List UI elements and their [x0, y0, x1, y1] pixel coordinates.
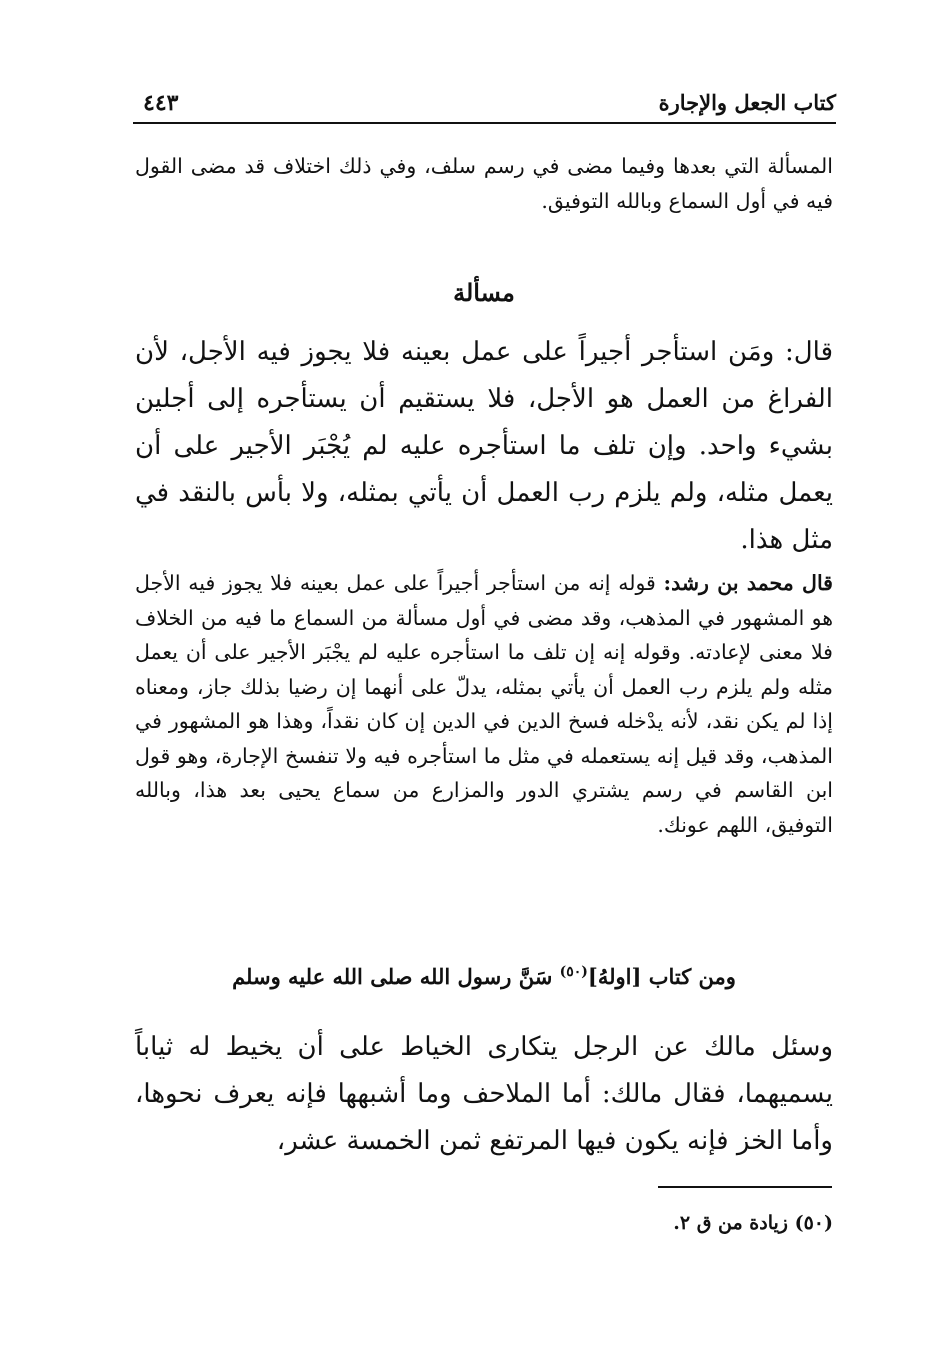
- footnote-divider: [658, 1186, 832, 1188]
- page-number: ٤٤٣: [143, 90, 179, 116]
- continuation-paragraph: المسألة التي بعدها وفيما مضى في رسم سلف، وفي ذلك اختلاف قد مضى القول فيه في أول السماع وبالله التوفيق.: [135, 154, 833, 213]
- running-title: كتاب الجعل والإجارة: [658, 90, 836, 115]
- chapter-heading-part1: ومن كتاب [اولهُ]: [587, 964, 736, 989]
- section-heading: مسألة: [453, 278, 515, 307]
- chapter-heading: [135, 964, 833, 989]
- commentary-text: قوله إنه من استأجر أجيراً على عمل بعينه فلا يجوز فيه الأجل هو المشهور في المذهب، وقد مضى في أول مسألة من السماع ما فيه من الخلاف فلا معنى لإعادته. وقوله إنه إن تلف ما استأجره عليه لم يجْبَر الأجير على أن يعمل مثله ولم يلزم رب العمل أن يأتي بمثله، يدلّ على أنهما إن رضيا بذلك جاز، ومعناه إذا لم يكن نقد، لأنه يدْخله فسخ الدين في الدين إن كان نقداً، وهذا هو المشهور في المذهب، وقد قيل إنه يستعمله في مثل ما استأجره فيه ولا تنفسخ الإجارة، وهو قول ابن القاسم في رسم يشتري الدور والمزارع من سماع يحيى بعد هذا، وبالله التوفيق، اللهم عونك.: [135, 571, 833, 837]
- matn-paragraph: قال: ومَن استأجر أجيراً على عمل بعينه فلا يجوز فيه الأجل، لأن الفراغ من العمل هو الأجل، فلا يستقيم أن يستأجره إلى أجلين بشيء واحد. وإن تلف ما استأجره عليه لم يُجْبَر الأجير على أن يعمل مثله، ولم يلزم رب العمل أن يأتي بمثله، ولا بأس بالنقد في مثل هذا.: [135, 337, 833, 555]
- page-header: [133, 88, 836, 124]
- chapter-heading-part2: سَنَّ رسول الله صلى الله عليه وسلم: [232, 964, 553, 989]
- commentary-lead: قال محمد بن رشد:: [663, 571, 833, 595]
- footnote: (٥٠) زيادة من ق ٢.: [673, 1212, 833, 1234]
- matn-paragraph-2: وسئل مالك عن الرجل يتكارى الخياط على أن يخيط له ثياباً يسميهما، فقال مالك: أما الملاحف وما أشبهها فإنه يعرف نحوها، وأما الخز فإنه يكون فيها المرتفع ثمن الخمسة عشر،: [135, 1032, 833, 1156]
- commentary-paragraph: [135, 566, 833, 842]
- footnote-reference: (٥٠): [559, 964, 588, 980]
